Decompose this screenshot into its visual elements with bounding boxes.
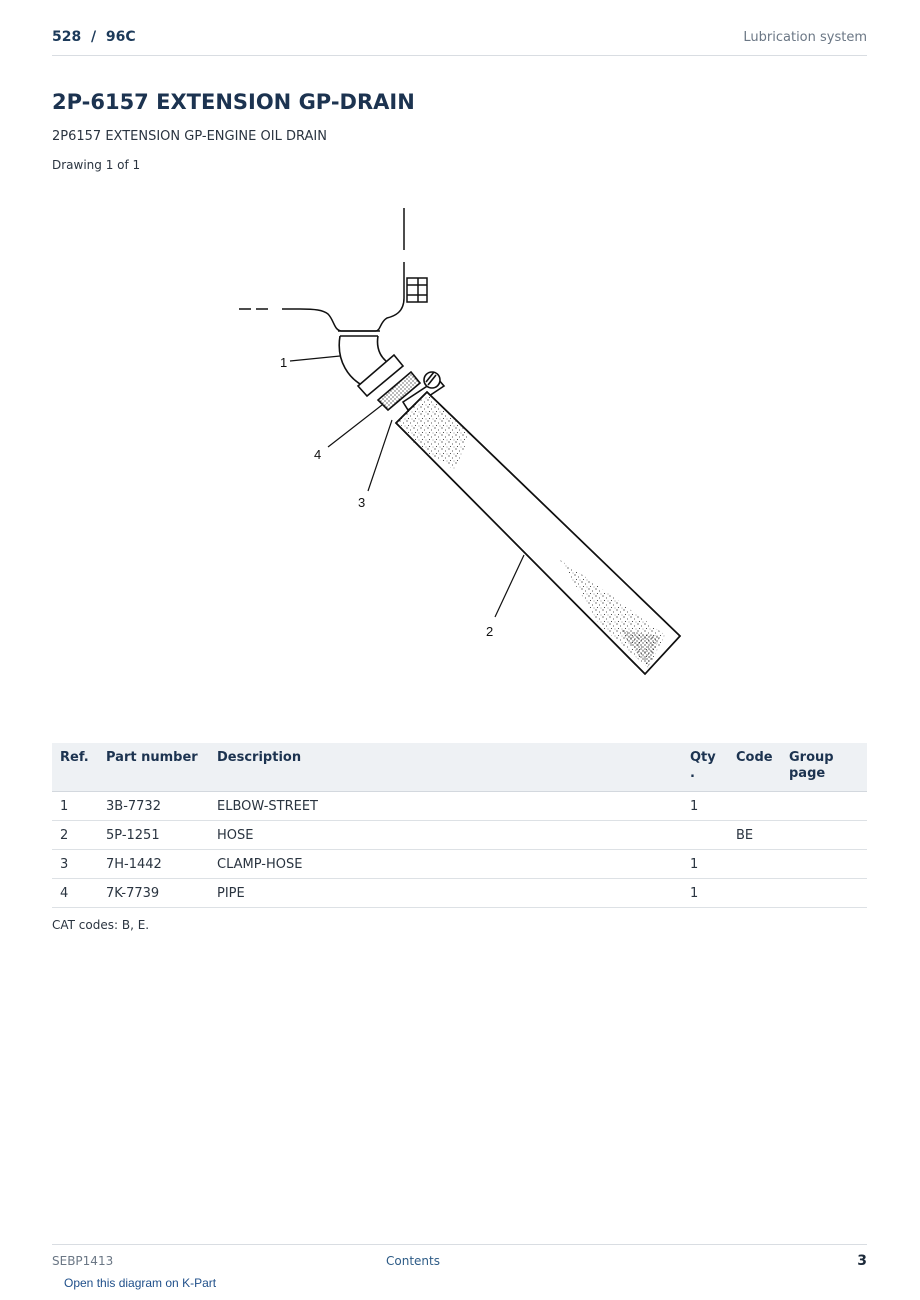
cell-part-number: 3B-7732 (98, 792, 209, 821)
model-breadcrumb: 528 / 96C (52, 29, 136, 45)
table-row (52, 879, 867, 908)
col-header-qty (682, 743, 728, 792)
open-kpart-link[interactable]: Open this diagram on K-Part (64, 1276, 217, 1290)
page-header (52, 28, 867, 56)
parts-table (52, 743, 867, 908)
callout-2: 2 (486, 624, 494, 639)
page-number: 3 (857, 1253, 867, 1269)
cell-part-number: 7H-1442 (98, 850, 209, 879)
callout-1: 1 (280, 355, 288, 370)
col-header-code: Code (728, 743, 781, 792)
section-name: Lubrication system (743, 30, 867, 45)
page-title: 2P-6157 EXTENSION GP-DRAIN (52, 90, 415, 114)
cell-ref: 3 (52, 850, 98, 879)
table-header-row (52, 743, 867, 792)
cell-ref: 1 (52, 792, 98, 821)
callout-4: 4 (314, 447, 322, 462)
col-header-part-number: Part number (98, 743, 209, 792)
drawing-count: Drawing 1 of 1 (52, 158, 141, 172)
page-subtitle: 2P6157 EXTENSION GP-ENGINE OIL DRAIN (52, 129, 327, 144)
table-row (52, 792, 867, 821)
cell-part-number: 5P-1251 (98, 821, 209, 850)
table-row (52, 821, 867, 850)
cell-group-page (781, 850, 867, 879)
cell-ref: 2 (52, 821, 98, 850)
cell-code (728, 850, 781, 879)
parts-diagram (230, 200, 700, 700)
col-header-group-line2: page (789, 766, 826, 781)
cell-description: PIPE (209, 879, 682, 908)
engine-housing-outline (238, 208, 427, 331)
callout-3: 3 (358, 495, 366, 510)
col-header-description: Description (209, 743, 682, 792)
document-id: SEBP1413 (52, 1254, 114, 1268)
cell-code (728, 879, 781, 908)
cell-qty: 1 (682, 792, 728, 821)
cat-codes: CAT codes: B, E. (52, 918, 150, 932)
cell-qty: 1 (682, 879, 728, 908)
cell-group-page (781, 879, 867, 908)
cell-group-page (781, 821, 867, 850)
hose (396, 392, 680, 674)
cell-qty: 1 (682, 850, 728, 879)
contents-link[interactable]: Contents (386, 1254, 440, 1268)
col-header-qty-line1: Qty (690, 750, 716, 765)
col-header-group-page (781, 743, 867, 792)
col-header-ref: Ref. (52, 743, 98, 792)
col-header-group-line1: Group (789, 750, 834, 765)
table-row (52, 850, 867, 879)
cell-description: HOSE (209, 821, 682, 850)
cell-part-number: 7K-7739 (98, 879, 209, 908)
cell-code: BE (728, 821, 781, 850)
cell-description: CLAMP-HOSE (209, 850, 682, 879)
cell-qty (682, 821, 728, 850)
cell-ref: 4 (52, 879, 98, 908)
col-header-qty-line2: . (690, 766, 695, 781)
cell-description: ELBOW-STREET (209, 792, 682, 821)
page-footer (52, 1244, 867, 1275)
cell-code (728, 792, 781, 821)
cell-group-page (781, 792, 867, 821)
